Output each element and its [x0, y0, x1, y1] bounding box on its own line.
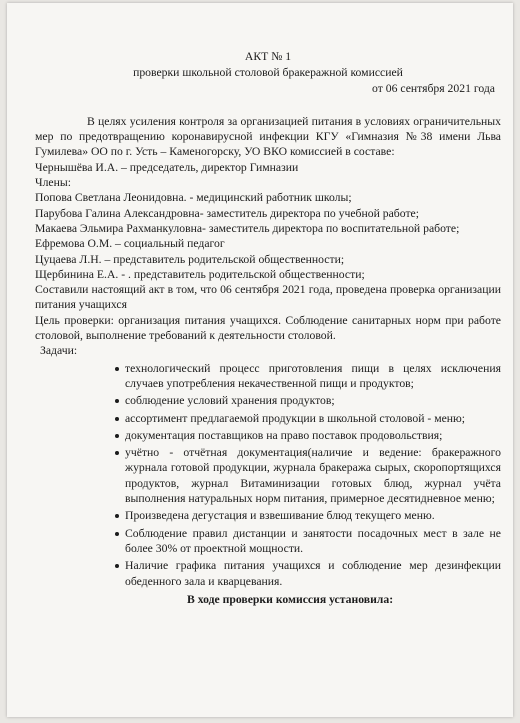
- task-item: [35, 393, 501, 408]
- members-label: Члены:: [35, 176, 71, 190]
- bullet-icon: [115, 367, 119, 371]
- member-item: Цуцаева Л.Н. – представитель родительской общественности;: [35, 252, 345, 266]
- bullet-icon: [115, 514, 119, 518]
- task-text: соблюдение условий хранения продуктов;: [125, 394, 335, 408]
- task-text: Произведена дегустация и взвешивание блюд текущего меню.: [125, 509, 435, 523]
- commission-chair: Чернышёва И.А. – председатель, директор Гимназии: [35, 160, 299, 174]
- task-text: учётно - отчётная документация(наличие и ведение: бракеражного журнала готовой продукции, журнала бракеража сырых, скоропортящихся продуктов, журнал Витаминизации готовых блюд, журнал учёта выполнения натуральных норм питания, примерное десятидневное меню;: [125, 446, 501, 506]
- document-header: [35, 49, 501, 81]
- member-item: Парубова Галина Александровна- заместитель директора по учебной работе;: [35, 206, 419, 220]
- bullet-icon: [115, 417, 119, 421]
- bullet-icon: [115, 434, 119, 438]
- member-item: Макаева Эльмира Рахманкуловна- заместитель директора по воспитательной работе;: [35, 221, 460, 235]
- task-item: [35, 428, 501, 443]
- bullet-icon: [115, 532, 119, 536]
- task-item: [35, 558, 501, 589]
- task-item: [35, 508, 501, 523]
- document-page: [7, 3, 513, 717]
- bullet-icon: [115, 451, 119, 455]
- task-item: [35, 411, 501, 426]
- inspection-goal: Цель проверки: организация питания учащихся. Соблюдение санитарных норм при работе столовой, выполнение требований к деятельности столовой.: [35, 313, 501, 343]
- findings-heading: В ходе проверки комиссия установила:: [187, 592, 394, 606]
- compiled-statement: Составили настоящий акт в том, что 06 сентября 2021 года, проведена проверка организации питания учащихся: [35, 283, 501, 312]
- task-item: [35, 361, 501, 392]
- tasks-list: [35, 361, 501, 589]
- tasks-label: Задачи:: [40, 344, 78, 358]
- bullet-icon: [115, 399, 119, 403]
- member-item: Щербинина Е.А. - . представитель родительской общественности;: [35, 267, 365, 281]
- document-body: [35, 49, 501, 607]
- task-text: Соблюдение правил дистанции и занятости посадочных мест в зале не более 30% от проектной мощности.: [125, 526, 501, 555]
- member-item: Попова Светлана Леонидовна. - медицинский работник школы;: [35, 191, 352, 205]
- task-text: Наличие графика питания учащихся и соблюдение мер дезинфекции обеденного зала и кварцевания.: [125, 559, 501, 588]
- act-title: АКТ № 1: [244, 50, 292, 63]
- act-subtitle: проверки школьной столовой бракеражной комиссией: [133, 66, 403, 80]
- member-item: Ефремова О.М. – социальный педагог: [35, 237, 225, 251]
- task-text: ассортимент предлагаемой продукции в школьной столовой - меню;: [125, 411, 466, 425]
- act-date: от 06 сентября 2021 года: [372, 81, 495, 95]
- bullet-icon: [115, 564, 119, 568]
- intro-paragraph: В целях усиления контроля за организацией питания в условиях ограничительных мер по предотвращению коронавирусной инфекции КГУ «Гимназия №38 имени Льва Гумилева» ОО по г. Усть – Каменогорску, УО ВКО комиссией в составе:: [35, 114, 501, 159]
- task-item: [35, 526, 501, 557]
- task-item: [35, 445, 501, 506]
- task-text: технологический процесс приготовления пищи в целях исключения случаев употребления некачественной пищи и продуктов;: [125, 361, 501, 390]
- members-list: [35, 190, 501, 282]
- task-text: документация поставщиков на право поставок продовольствия;: [125, 428, 443, 442]
